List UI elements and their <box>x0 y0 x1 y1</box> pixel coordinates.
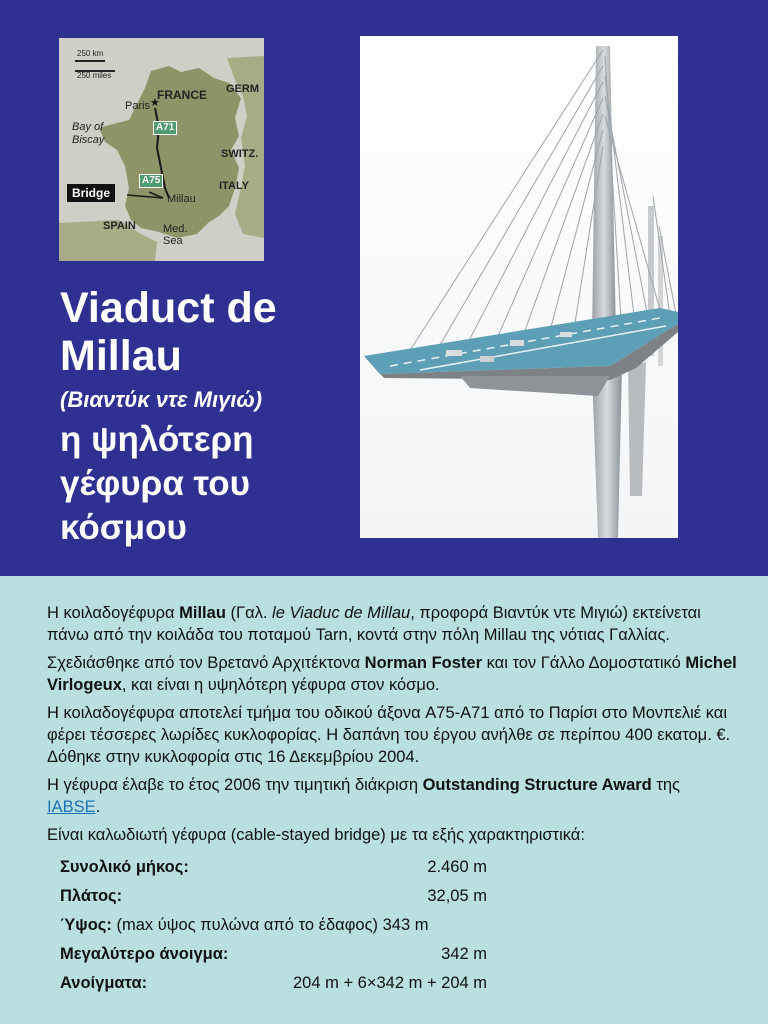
map-label-bay: Bay of <box>72 121 104 133</box>
paragraph-route: Η κοιλαδογέφυρα αποτελεί τμήμα του οδικού άξονα A75-A71 από το Παρίσι στο Μονπελιέ και φέρει τέσσερες λωρίδες κυκλοφορίας. Η δαπάνη του έργου ανήλθε σε περίπου 400 εκατομ. €. Δόθηκε στην κυκλοφορία στις 16 Δεκεμβρίου 2004. <box>47 704 731 766</box>
p4-text-a: Η γέφυρα έλαβε το έτος 2006 την τιμητική διάκριση <box>47 776 423 794</box>
map-label-germany: GERM <box>226 83 259 95</box>
p4-bold-award: Outstanding Structure Award <box>422 776 652 794</box>
paragraph-intro <box>47 602 737 646</box>
spec-row-width <box>60 881 487 910</box>
spec-row-length <box>60 852 487 881</box>
map-label-millau: Millau <box>167 193 196 205</box>
bridge-illustration <box>360 36 678 538</box>
spec-value: 2.460 m <box>427 857 487 876</box>
p4-text-d: . <box>95 798 101 816</box>
map-label-med: Med. <box>163 223 188 235</box>
map-scale-miles: 250 miles <box>77 71 112 80</box>
spec-value: 342 m <box>441 944 487 963</box>
page-title <box>60 284 350 380</box>
spec-label: Πλάτος: <box>60 886 123 905</box>
map-road-a75: A75 <box>139 174 163 188</box>
iabse-link[interactable]: IABSE <box>47 798 96 816</box>
map-label-france: FRANCE <box>157 88 207 102</box>
paragraph-designers <box>47 652 737 696</box>
location-map <box>59 38 264 261</box>
map-label-bridge: Bridge <box>67 184 115 202</box>
map-label-switz: SWITZ. <box>221 148 259 160</box>
paris-star-icon: ★ <box>150 97 160 109</box>
spec-label-with-note <box>60 910 487 939</box>
spec-label: Ύψος: <box>60 915 112 934</box>
map-label-paris: Paris <box>125 100 151 112</box>
spec-label: Μεγαλύτερο άνοιγμα: <box>60 944 229 963</box>
tagline-line-1: η ψηλότερη <box>60 420 254 459</box>
specs-table <box>60 852 487 997</box>
spec-row-spans <box>60 968 487 997</box>
map-scale-km: 250 km <box>77 49 104 58</box>
map-road-a71: A71 <box>153 121 177 135</box>
p1-bold-millau: Millau <box>179 604 226 622</box>
p1-text-a: Η κοιλαδογέφυρα <box>47 604 180 622</box>
p2-bold-engineer: Michel Virlogeux <box>47 654 737 694</box>
paragraph-award <box>47 774 737 818</box>
tagline-line-2: γέφυρα του <box>60 464 250 503</box>
map-label-sea: Sea <box>163 235 183 247</box>
bridge-image <box>360 36 678 538</box>
tagline-line-3: κόσμου <box>60 508 187 547</box>
spec-row-main-span <box>60 939 487 968</box>
p2-text-a: Σχεδιάσθηκε από τον Βρετανό Αρχιτέκτονα <box>47 654 365 672</box>
article-body <box>47 602 737 997</box>
spec-value: 32,05 m <box>427 886 487 905</box>
title-line-1: Viaduct de <box>60 284 277 332</box>
page-tagline <box>60 418 350 550</box>
title-line-2: Millau <box>60 332 182 380</box>
map-label-biscay: Biscay <box>72 134 105 146</box>
spec-label: Ανοίγματα: <box>60 973 148 992</box>
map-label-spain: SPAIN <box>103 220 136 232</box>
spec-row-height <box>60 910 487 939</box>
p2-text-e: , και είναι η υψηλότερη γέφυρα στον κόσμο. <box>121 676 440 694</box>
p2-bold-architect: Norman Foster <box>364 654 483 672</box>
page-subtitle: (Βιαντύκ ντε Μιγιώ) <box>60 387 263 412</box>
map-label-italy: ITALY <box>219 180 249 192</box>
p1-italic-french-name: le Viaduc de Millau <box>272 604 411 622</box>
p4-text-c: της <box>651 776 680 794</box>
p1-text-c: (Γαλ. <box>225 604 273 622</box>
spec-label: Συνολικό μήκος: <box>60 857 189 876</box>
spec-value: 343 m <box>382 915 429 934</box>
spec-value: 204 m + 6×342 m + 204 m <box>293 973 487 992</box>
p2-text-c: και τον Γάλλο Δομοστατικό <box>482 654 686 672</box>
paragraph-specs-intro: Είναι καλωδιωτή γέφυρα (cable-stayed bridge) με τα εξής χαρακτηριστικά: <box>47 826 585 844</box>
p1-text-e: , προφορά Βιαντύκ ντε Μιγιώ) εκτείνεται πάνω από την κοιλάδα του ποταμού Tarn, κοντά στην πόλη Millau της νότιας Γαλλίας. <box>47 604 701 644</box>
spec-note: (max ύψος πυλώνα από το έδαφος) <box>111 915 379 934</box>
